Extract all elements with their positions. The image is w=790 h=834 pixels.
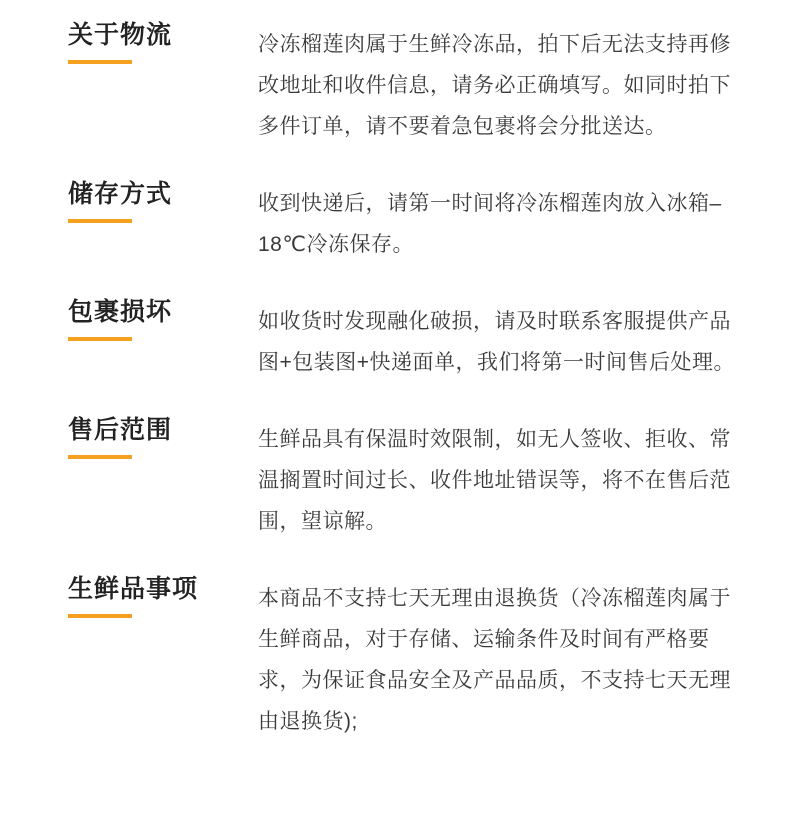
section-paragraph: 冷冻榴莲肉属于生鲜冷冻品，拍下后无法支持再修改地址和收件信息，请务必正确填写。如同时拍下多件订单，请不要着急包裹将会分批送达。 [258,33,731,138]
section-paragraph: 本商品不支持七天无理由退换货（冷冻榴莲肉属于生鲜商品，对于存储、运输条件及时间有严格要求，为保证食品安全及产品品质，不支持七天无理由退换货); [258,587,731,733]
section-after-sales-scope [68,413,750,542]
section-package-damage [68,295,750,383]
section-storage [68,177,750,265]
section-body [258,572,750,742]
section-body [258,18,750,147]
section-fresh-goods-notes [68,572,750,742]
section-heading-logistics [68,18,258,64]
section-body [258,177,750,265]
section-title: 包裹损坏 [68,298,173,326]
section-title: 售后范围 [68,416,173,444]
section-body [258,295,750,383]
section-heading-package-damage [68,295,258,341]
section-paragraph: 如收货时发现融化破损，请及时联系客服提供产品图+包装图+快递面单，我们将第一时间售后处理。 [258,310,736,374]
section-paragraph: 生鲜品具有保温时效限制，如无人签收、拒收、常温搁置时间过长、收件地址错误等，将不在售后范围，望谅解。 [258,428,731,533]
section-paragraph: 收到快递后，请第一时间将冷冻榴莲肉放入冰箱–18℃冷冻保存。 [258,192,722,256]
section-title: 生鲜品事项 [68,575,199,603]
title-underline [68,219,132,223]
section-title: 储存方式 [68,180,173,208]
title-underline [68,60,132,64]
section-body [258,413,750,542]
section-heading-fresh-goods-notes [68,572,258,618]
section-logistics [68,18,750,147]
section-heading-after-sales-scope [68,413,258,459]
title-underline [68,614,132,618]
section-heading-storage [68,177,258,223]
title-underline [68,337,132,341]
section-title: 关于物流 [68,21,173,49]
title-underline [68,455,132,459]
